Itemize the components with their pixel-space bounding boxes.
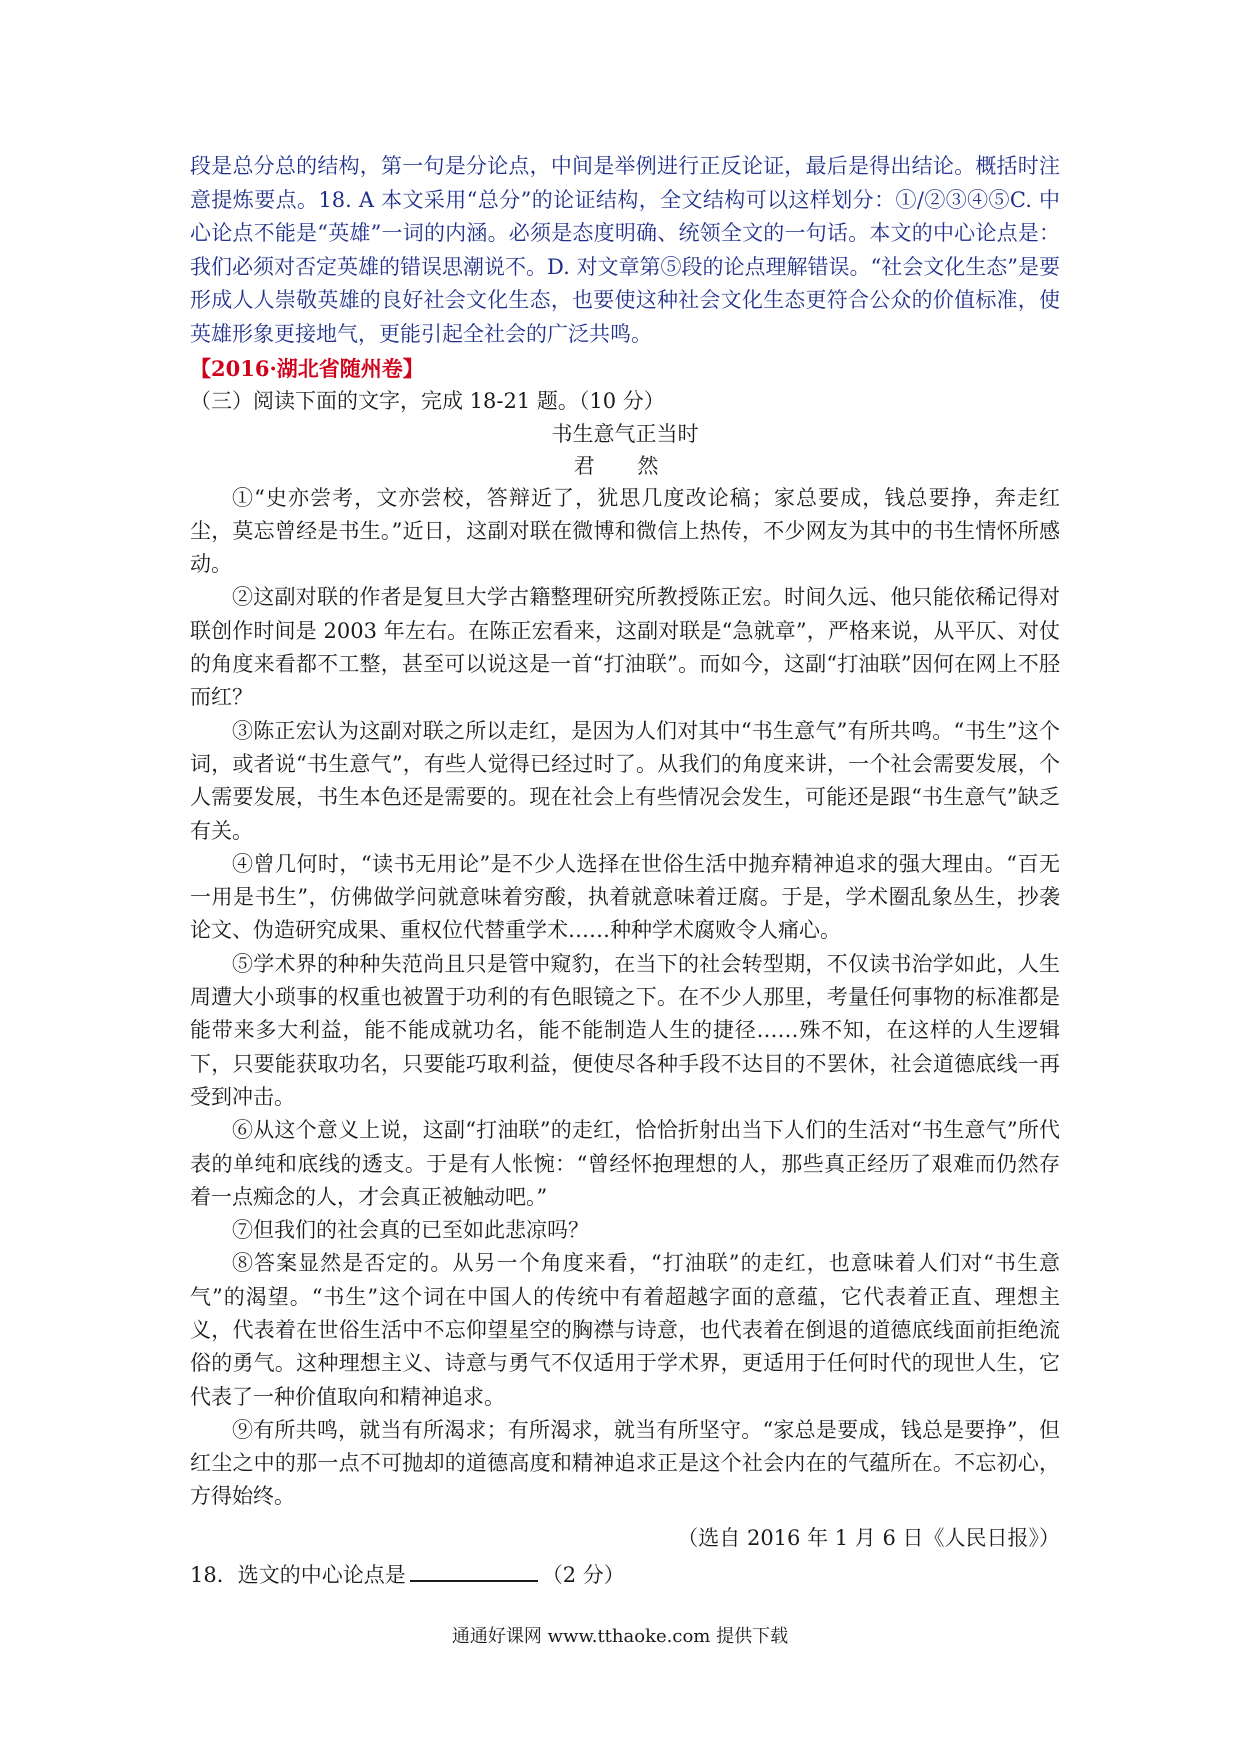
article-paragraph: ⑥从这个意义上说，这副“打油联”的走红，恰恰折射出当下人们的生活对“书生意气”所代表的单纯和底线的透支。于是有人怅惋：“曾经怀抱理想的人，那些真正经历了艰难而仍然存着一点痴念的人，才会真正被触动吧。”	[190, 1118, 1060, 1209]
section-tag: 【2016·湖北省随州卷】	[190, 355, 424, 381]
reading-instruction: （三）阅读下面的文字，完成 18-21 题。（10 分）	[190, 388, 665, 413]
question-prefix: 18．选文的中心论点是	[190, 1562, 406, 1587]
answer-blank[interactable]	[410, 1556, 538, 1582]
article-paragraph: ④曾几何时，“读书无用论”是不少人选择在世俗生活中抛弃精神追求的强大理由。“百无一用是书生”，仿佛做学问就意味着穷酸，执着就意味着迂腐。于是，学术圈乱象丛生，抄袭论文、伪造研究成果、重权位代替重学术……种种学术腐败令人痛心。	[190, 851, 1060, 943]
article-source: （选自 2016 年 1 月 6 日《人民日报》）	[677, 1525, 1060, 1550]
article-paragraph: ⑦但我们的社会真的已至如此悲凉吗？	[232, 1218, 589, 1243]
article-paragraph: ⑨有所共鸣，就当有所渴求；有所渴求，就当有所坚守。“家总是要成，钱总是要挣”，但红尘之中的那一点不可抛却的道德高度和精神追求正是这个社会内在的气蕴所在。不忘初心，方得始终。	[190, 1417, 1060, 1509]
article-paragraph: ⑤学术界的种种失范尚且只是管中窥豹，在当下的社会转型期，不仅读书治学如此，人生周遭大小琐事的权重也被置于功利的有色眼镜之下。在不少人那里，考量任何事物的标准都是能带来多大利益，能不能成就功名，能不能制造人生的捷径……殊不知，在这样的人生逻辑下，只要能获取功名，只要能巧取利益，便使尽各种手段不达目的不罢休，社会道德底线一再受到冲击。	[190, 951, 1060, 1109]
question-18	[190, 1556, 1060, 1593]
article-author: 君 然	[573, 453, 677, 478]
answer-explanation: 段是总分总的结构，第一句是分论点，中间是举例进行正反论证，最后是得出结论。概括时注意提炼要点。18. A 本文采用“总分”的论证结构，全文结构可以这样划分：①/②③④⑤C. 中心论点不能是“英雄”一词的内涵。必须是态度明确、统领全文的一句话。本文的中心论点是：我们必须对否定英雄的错误思潮说不。D. 对文章第⑤段的论点理解错误。“社会文化生态”是要形成人人崇敬英雄的良好社会文化生态，也要使这种社会文化生态更符合公众的价值标准，使英雄形象更接地气，更能引起全社会的广泛共鸣。	[190, 154, 1060, 346]
article-paragraph: ①“史亦尝考，文亦尝校，答辩近了，犹思几度改论稿；家总要成，钱总要挣，奔走红尘，莫忘曾经是书生。”近日，这副对联在微博和微信上热传，不少网友为其中的书生情怀所感动。	[190, 485, 1060, 577]
article-paragraph: ②这副对联的作者是复旦大学古籍整理研究所教授陈正宏。时间久远、他只能依稀记得对联创作时间是 2003 年左右。在陈正宏看来，这副对联是“急就章”，严格来说，从平仄、对仗的角度来看都不工整，甚至可以说这是一首“打油联”。而如今，这副“打油联”因何在网上不胫而红？	[190, 585, 1060, 710]
page-footer: 通通好课网 www.tthaoke.com 提供下载	[451, 1626, 789, 1647]
question-score: （2 分）	[541, 1562, 625, 1587]
article-title: 书生意气正当时	[551, 421, 699, 446]
document-page	[190, 150, 1060, 1593]
article-paragraph: ⑧答案显然是否定的。从另一个角度来看，“打油联”的走红，也意味着人们对“书生意气”的渴望。“书生”这个词在中国人的传统中有着超越字面的意蕴，它代表着正直、理想主义，代表着在世俗生活中不忘仰望星空的胸襟与诗意，也代表着在倒退的道德底线面前拒绝流俗的勇气。这种理想主义、诗意与勇气不仅适用于学术界，更适用于任何时代的现世人生，它代表了一种价值取向和精神追求。	[190, 1251, 1060, 1409]
article-paragraph: ③陈正宏认为这副对联之所以走红，是因为人们对其中“书生意气”有所共鸣。“书生”这个词，或者说“书生意气”，有些人觉得已经过时了。从我们的角度来讲，一个社会需要发展，个人需要发展，书生本色还是需要的。现在社会上有些情况会发生，可能还是跟“书生意气”缺乏有关。	[190, 718, 1060, 843]
